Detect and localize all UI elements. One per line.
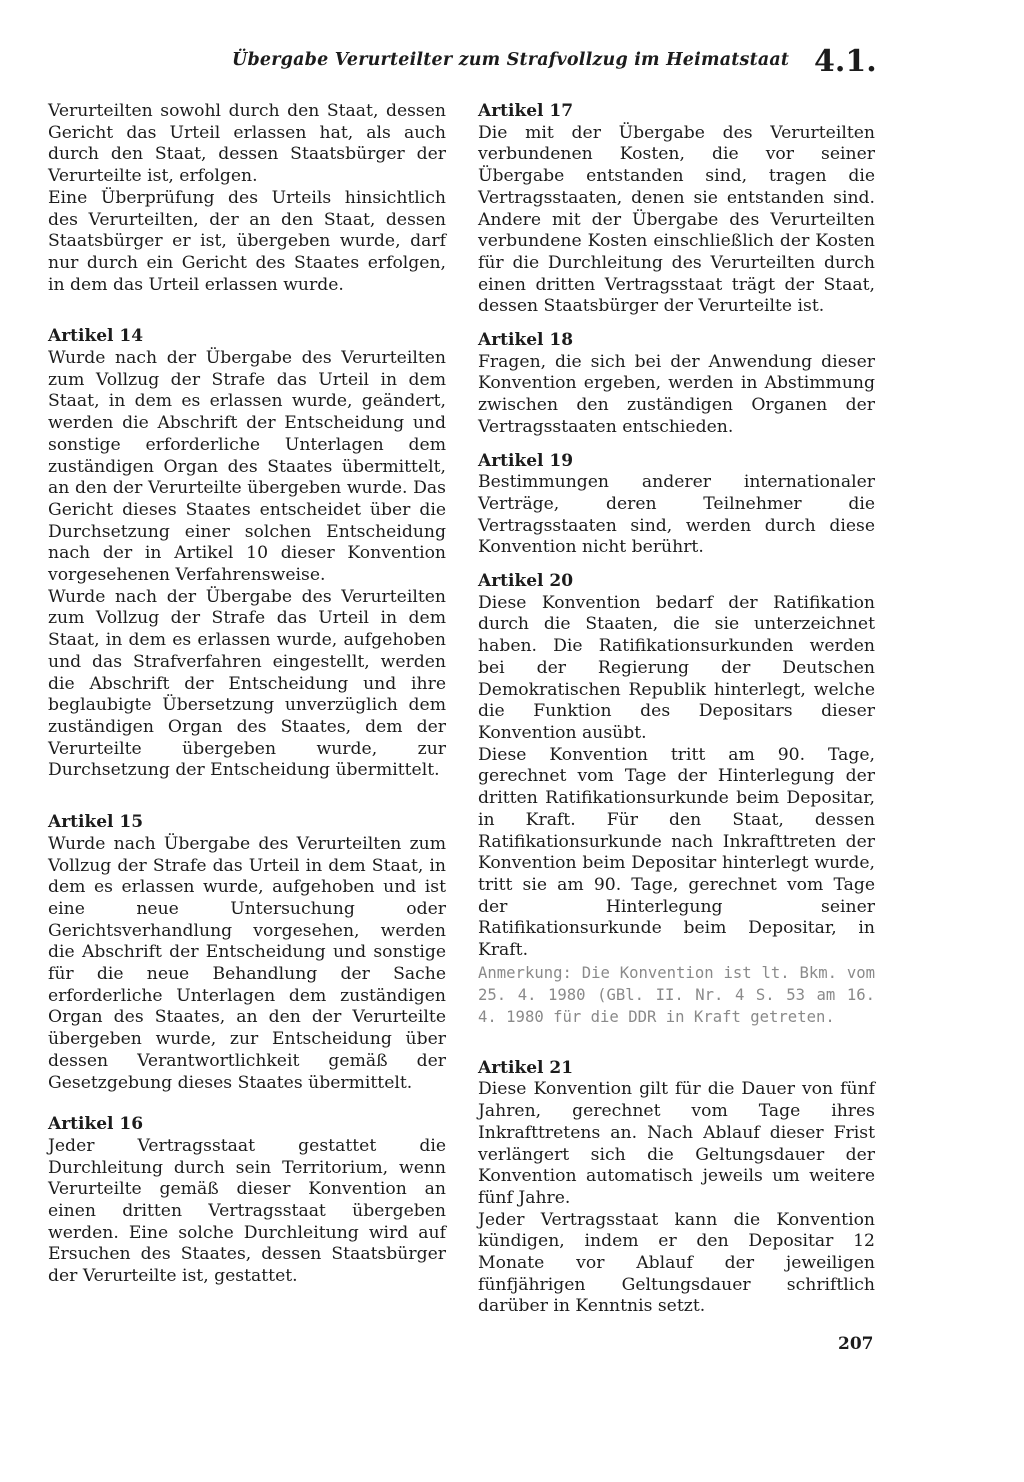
article-paragraph: Die mit der Übergabe des Verurteilten verbundenen Kosten, die vor seiner Übergabe entstanden sind, tragen die Vertragsstaaten, denen sie entstanden sind. Andere mit der Übergabe des Verurteilten verbundene Kosten einschließlich der Kosten für die Durchleitung des Verurteilten durch einen dritten Vertragsstaat trägt der Staat, dessen Staatsbürger der Verurteilte ist. (478, 122, 875, 317)
article-19 (478, 451, 875, 560)
article-paragraph: Bestimmungen anderer internationaler Verträge, deren Teilnehmer die Vertragsstaaten sind, werden durch diese Konvention nicht berührt. (478, 472, 875, 558)
article-paragraph: Wurde nach der Übergabe des Verurteilten zum Vollzug der Strafe das Urteil in dem Staat, in dem es erlassen wurde, aufgehoben und das Strafverfahren eingestellt, werden die Abschrift der Entscheidung und ihre beglaubigte Übersetzung unverzüglich dem zuständigen Organ des Staates, dem der Verurteilte übergeben wurde, zur Durchsetzung der Entscheidung übermittelt. (48, 586, 446, 781)
left-column (48, 101, 446, 1288)
article-heading: Artikel 17 (478, 101, 574, 121)
editorial-note: Anmerkung: Die Konvention ist lt. Bkm. vom 25. 4. 1980 (GBl. II. Nr. 4 S. 53 am 16. 4. 1980 für die DDR in Kraft getreten. (478, 963, 875, 1026)
article-heading: Artikel 16 (48, 1114, 144, 1135)
article-21 (478, 1058, 875, 1318)
article-heading: Artikel 18 (478, 330, 574, 351)
article-heading: Artikel 21 (478, 1057, 574, 1078)
page-number: 207 (838, 1334, 874, 1354)
intro-paragraph-2: Eine Überprüfung des Urteils hinsichtlich des Verurteilten, der an den Staat, dessen Staatsbürger er ist, übergeben wurde, darf nur durch ein Gericht des Staates erfolgen, in dem das Urteil erlassen wurde. (48, 187, 446, 295)
article-paragraph: Diese Konvention tritt am 90. Tage, gerechnet vom Tage der Hinterlegung der dritten Ratifikationsurkunde beim Depositar, in Kraft. Für den Staat, dessen Ratifikationsurkunde nach Inkrafttreten der Konvention beim Depositar hinterlegt wurde, tritt sie am 90. Tage, gerechnet vom Tage der Hinterlegung seiner Ratifikationsurkunde beim Depositar, in Kraft. (478, 744, 875, 961)
article-paragraph: Wurde nach Übergabe des Verurteilten zum Vollzug der Strafe das Urteil in dem Staat, in dem es erlassen wurde, aufgehoben und ist eine neue Untersuchung oder Gerichtsverhandlung vorgesehen, werden die Abschrift der Entscheidung und sonstige für die neue Behandlung der Sache erforderliche Unterlagen dem zuständigen Organ des Staates, an den der Verurteilte übergeben wurde, zur Entscheidung über dessen Verantwortlichkeit gemäß der Gesetzgebung dieses Staates übermittelt. (48, 833, 446, 1093)
article-heading: Artikel 15 (48, 812, 144, 833)
article-paragraph: Diese Konvention gilt für die Dauer von fünf Jahren, gerechnet vom Tage ihres Inkrafttretens an. Nach Ablauf dieser Frist verlängert sich die Geltungsdauer der Konvention automatisch jeweils um weitere fünf Jahre. (478, 1079, 875, 1208)
article-16 (48, 1114, 446, 1288)
article-paragraph: Diese Konvention bedarf der Ratifikation durch die Staaten, die sie unterzeichnet haben. Die Ratifikationsurkunden werden bei der Regierung der Deutschen Demokratischen Republik hinterlegt, welche die Funktion des Depositars dieser Konvention ausübt. (478, 592, 875, 743)
article-14 (48, 326, 446, 782)
running-header-title: Übergabe Verurteilter zum Strafvollzug im Heimatstaat (232, 50, 790, 70)
section-number: 4.1. (814, 44, 877, 79)
right-column (478, 101, 875, 1318)
article-paragraph: Wurde nach der Übergabe des Verurteilten zum Vollzug der Strafe das Urteil in dem Staat, in dem es erlassen wurde, geändert, werden die Abschrift der Entscheidung und sonstige erforderliche Unterlagen dem zuständigen Organ des Staates übermittelt, an den der Verurteilte übergeben wurde. Das Gericht dieses Staates entscheidet über die Durchsetzung einer solchen Entscheidung nach der in Artikel 10 dieser Konvention vorgesehenen Verfahrensweise. (48, 348, 446, 586)
article-heading: Artikel 14 (48, 326, 144, 347)
article-heading: Artikel 19 (478, 450, 574, 471)
article-paragraph: Jeder Vertragsstaat kann die Konvention kündigen, indem er den Depositar 12 Monate vor Ablauf der jeweiligen fünfjährigen Geltungsdauer schriftlich darüber in Kenntnis setzt. (478, 1209, 875, 1317)
article-17 (478, 101, 875, 318)
article-15 (48, 812, 446, 1094)
article-paragraph: Jeder Vertragsstaat gestattet die Durchleitung durch sein Territorium, wenn Verurteilte gemäß dieser Konvention an einen dritten Vertragsstaat übergeben werden. Eine solche Durchleitung wird auf Ersuchen des Staates, dessen Staatsbürger der Verurteilte ist, gestattet. (48, 1135, 446, 1287)
article-20 (478, 571, 875, 1028)
intro-paragraph-1: Verurteilten sowohl durch den Staat, dessen Gericht das Urteil erlassen hat, als auch durch den Staat, dessen Staatsbürger der Verurteilte ist, erfolgen. (48, 101, 446, 187)
article-18 (478, 330, 875, 439)
article-heading: Artikel 20 (478, 571, 574, 592)
article-paragraph: Fragen, die sich bei der Anwendung dieser Konvention ergeben, werden in Abstimmung zwischen den zuständigen Organen der Vertragsstaaten entschieden. (478, 351, 875, 437)
